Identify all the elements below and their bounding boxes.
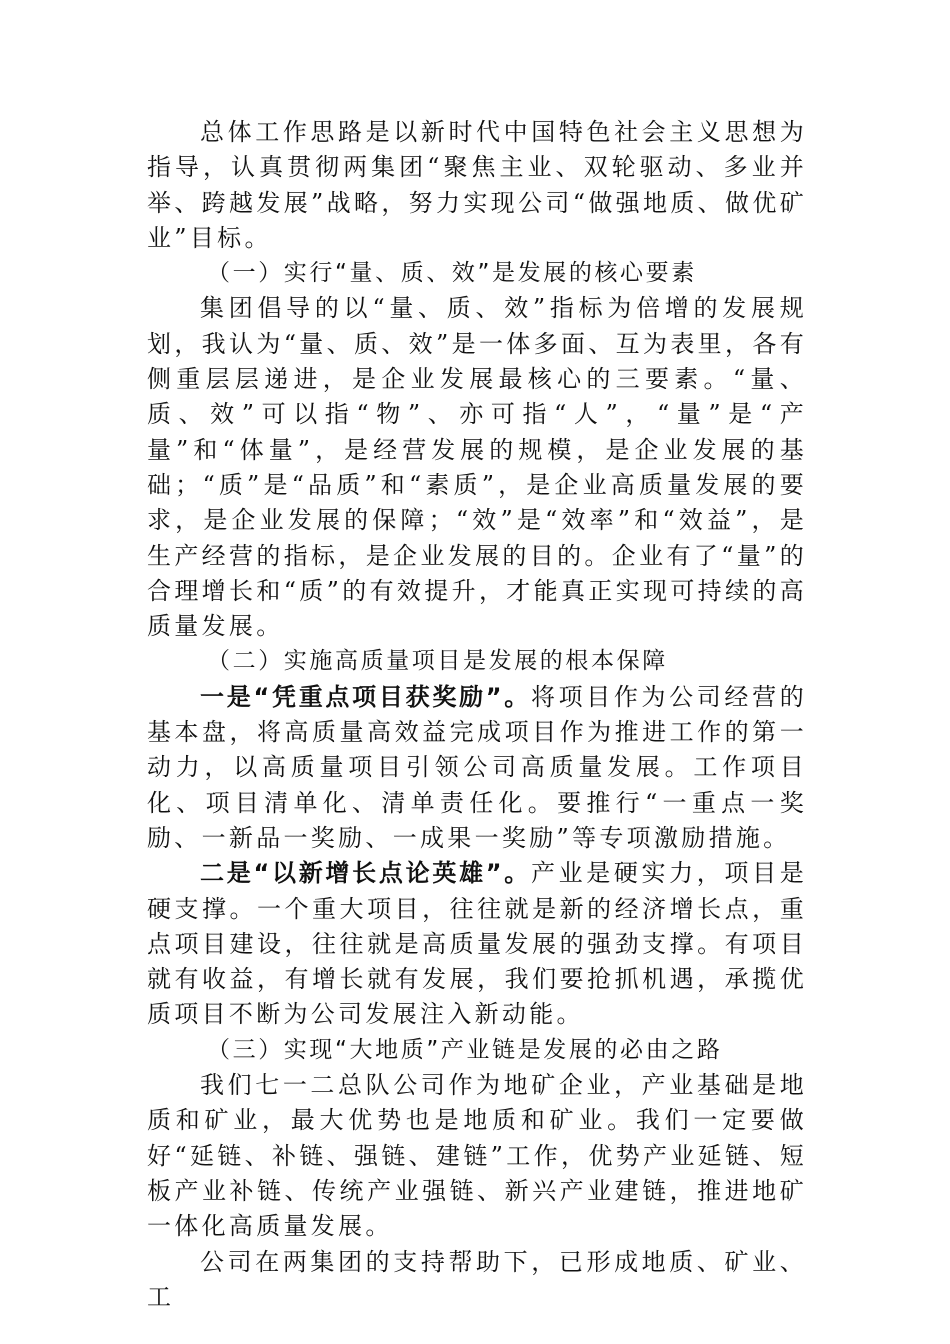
section-heading-1: （一）实行“量、质、效”是发展的核心要素 [207,260,697,287]
section-heading-2: （二）实施高质量项目是发展的根本保障 [207,648,668,675]
section-3-paragraph: 我们七一二总队公司作为地矿企业，产业基础是地质和矿业，最大优势也是地质和矿业。我们一定要做好“延链、补链、强链、建链”工作，优势产业延链、短板产业补链、传统产业强链、新兴产业建链，推进地矿一体化高质量发展。 [147,1071,807,1241]
point-one-lead: 一是“凭重点项目获奖励”。 [200,682,532,711]
continued-paragraph: 公司在两集团的支持帮助下，已形成地质、矿业、工 [147,1247,807,1311]
section-1-paragraph: 集团倡导的以“量、质、效”指标为倍增的发展规划，我认为“量、质、效”是一体多面、互为表里，各有侧重层层递进，是企业发展最核心的三要素。“量、质、效”可以指“物”、亦可指“人”，“量”是“产量”和“体量”，是经营发展的规模，是企业发展的基础；“质”是“品质”和“素质”，是企业高质量发展的要求，是企业发展的保障；“效”是“效率”和“效益”，是生产经营的指标，是企业发展的目的。企业有了“量”的合理增长和“质”的有效提升，才能真正实现可持续的高质量发展。 [147,294,807,641]
point-two-lead: 二是“以新增长点论英雄”。 [200,859,532,888]
point-two-paragraph [147,856,807,1032]
section-heading-3: （三）实现“大地质”产业链是发展的必由之路 [207,1036,723,1063]
point-one-paragraph [147,680,807,856]
document-body [147,115,807,1315]
point-one-text: 将项目作为公司经营的基本盘，将高质量高效益完成项目作为推进工作的第一动力，以高质量项目引领公司高质量发展。工作项目化、项目清单化、清单责任化。要推行“一重点一奖励、一新品一奖励、一成果一奖励”等专项激励措施。 [147,682,807,852]
intro-paragraph: 总体工作思路是以新时代中国特色社会主义思想为指导，认真贯彻两集团“聚焦主业、双轮驱动、多业并举、跨越发展”战略，努力实现公司“做强地质、做优矿业”目标。 [147,118,807,252]
point-two-text: 产业是硬实力，项目是硬支撑。一个重大项目，往往就是新的经济增长点，重点项目建设，往往就是高质量发展的强劲支撑。有项目就有收益，有增长就有发展，我们要抢抓机遇，承揽优质项目不断为公司发展注入新动能。 [147,859,807,1029]
